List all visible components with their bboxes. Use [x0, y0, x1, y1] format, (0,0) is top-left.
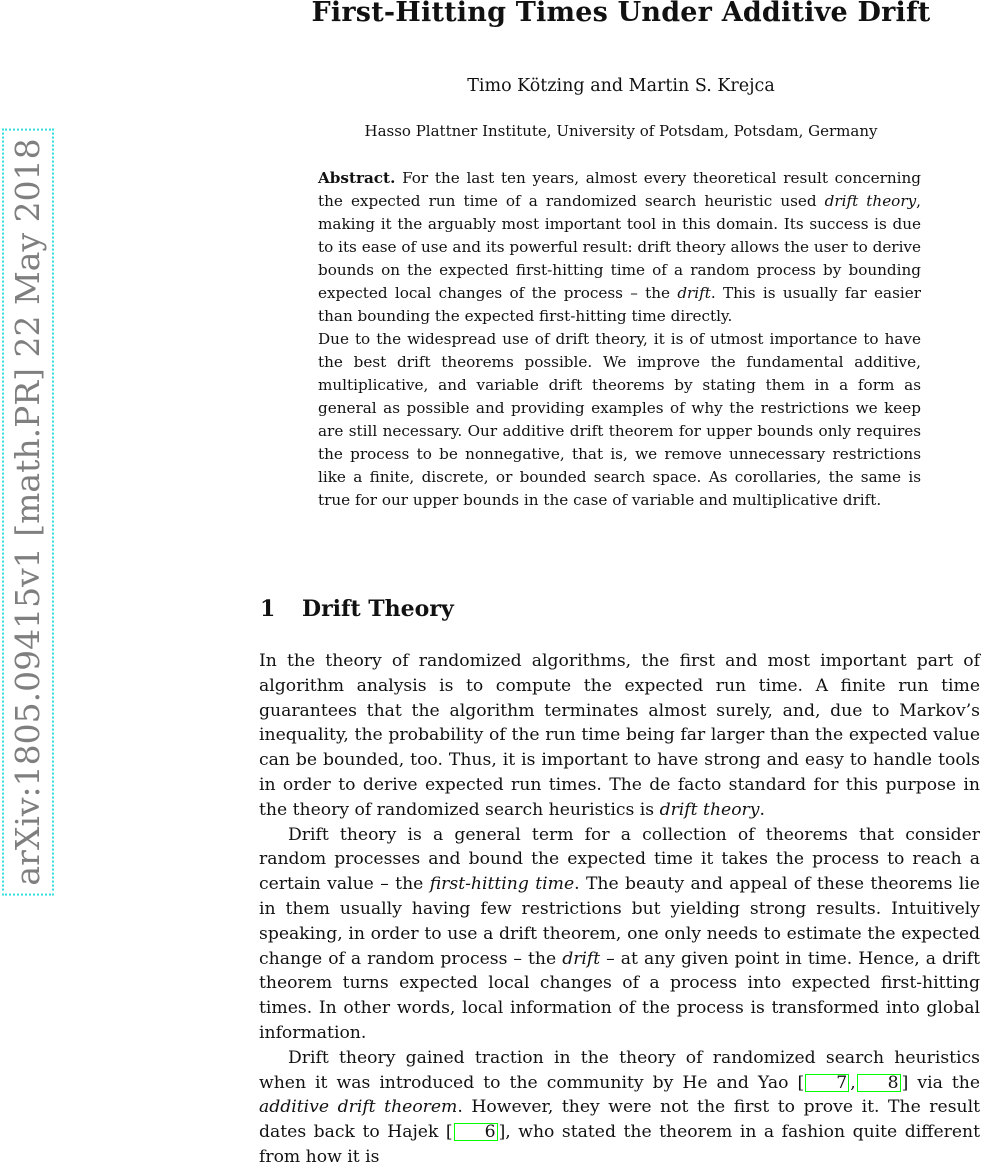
body-text: via the [908, 1072, 981, 1093]
paper-affiliation: Hasso Plattner Institute, University of Potsdam, Potsdam, Germany [364, 122, 878, 140]
abstract-text: For the last ten years, almost every theoretical result concerning the expected run time of a randomized search heuristic used [318, 169, 921, 210]
section-number: 1 [260, 596, 276, 622]
abstract-text: , making it the arguably most important tool in this domain. Its success is due to its ease of use and its powerful result: drift theory allows the user to derive bounds on the expected first-hitting time of a random process by bounding expected local changes of the process – the [318, 192, 921, 302]
body-text: , who stated the theorem in a fashion quite different from how it is [259, 1122, 980, 1167]
citation-link[interactable]: 8 [857, 1074, 901, 1092]
section-heading [260, 594, 454, 624]
body-paragraph-2 [259, 823, 980, 1046]
arxiv-stamp-container [0, 118, 56, 906]
abstract-term: drift theory [824, 192, 917, 210]
body-text: . The beauty and appeal of these theorems lie in them usually having few restrictions but yielding strong results. Intuitively speaking, in order to use a drift theorem, one only needs to estimate the expected change of a random process – the [259, 874, 980, 969]
abstract-term: drift [677, 284, 711, 302]
abstract-text: . This is usually far easier than bounding the expected first-hitting time directly. [318, 284, 921, 325]
body-term: additive drift theorem [259, 1097, 458, 1118]
body-term: drift [562, 948, 601, 969]
body-text: Drift theory gained traction in the theory of randomized search heuristics when it was introduced to the community by He and Yao [259, 1047, 980, 1093]
citation-link[interactable]: 6 [454, 1123, 498, 1141]
arxiv-stamp[interactable]: arXiv:1805.09415v1 [math.PR] 22 May 2018 [2, 128, 54, 895]
paper-authors: Timo Kötzing and Martin S. Krejca [467, 76, 775, 96]
citation-link[interactable]: 7 [805, 1074, 849, 1092]
abstract-label: Abstract. [318, 169, 396, 187]
abstract-paragraph-2: Due to the widespread use of drift theory, it is of utmost importance to have the best drift theorems possible. We improve the fundamental additive, multiplicative, and variable drift theorems by stating them in a form as general as possible and providing examples of why the restrictions we keep are still necessary. Our additive drift theorem for upper bounds only requires the process to be nonnegative, that is, we remove unnecessary restrictions like a finite, discrete, or bounded search space. As corollaries, the same is true for our upper bounds in the case of variable and multiplicative drift. [318, 330, 921, 509]
body-text: – at any given point in time. Hence, a drift theorem turns expected local changes of a process into expected first-hitting times. In other words, local information of the process is transformed into global information. [259, 948, 980, 1043]
body-term: first-hitting time [429, 874, 575, 895]
section-body [259, 649, 980, 1170]
body-text: . However, they were not the first to prove it. The result dates back to Hajek [259, 1097, 980, 1143]
paper-title: First-Hitting Times Under Additive Drift [311, 0, 931, 28]
body-text: . [759, 799, 765, 820]
section-title: Drift Theory [302, 596, 454, 622]
body-term: drift theory [659, 799, 760, 820]
body-paragraph-1 [259, 649, 980, 823]
abstract [318, 167, 921, 512]
body-text: In the theory of randomized algorithms, the first and most important part of algorithm analysis is to compute the expected run time. A finite run time guarantees that the algorithm terminates almost surely, and, due to Markov’s inequality, the probability of the run time being far larger than the expected value can be bounded, too. Thus, it is important to have strong and easy to handle tools in order to derive expected run times. The de facto standard for this purpose in the theory of randomized search heuristics is [259, 651, 980, 820]
body-paragraph-3: Drift theory gained traction in the theory of randomized search heuristics when it was introduced to the community by He and Yao [ 7 , 8 ] via the additive drift theorem. However, they were not the first to prove it. The result dates back to Hajek [ 6 ], who stated the theorem in a fashion quite different from how it is [259, 1047, 981, 1167]
abstract-paragraph-1 [318, 167, 921, 328]
body-text: Drift theory is a general term for a collection of theorems that consider random processes and bound the expected time it takes the process to reach a certain value – the [259, 824, 980, 895]
